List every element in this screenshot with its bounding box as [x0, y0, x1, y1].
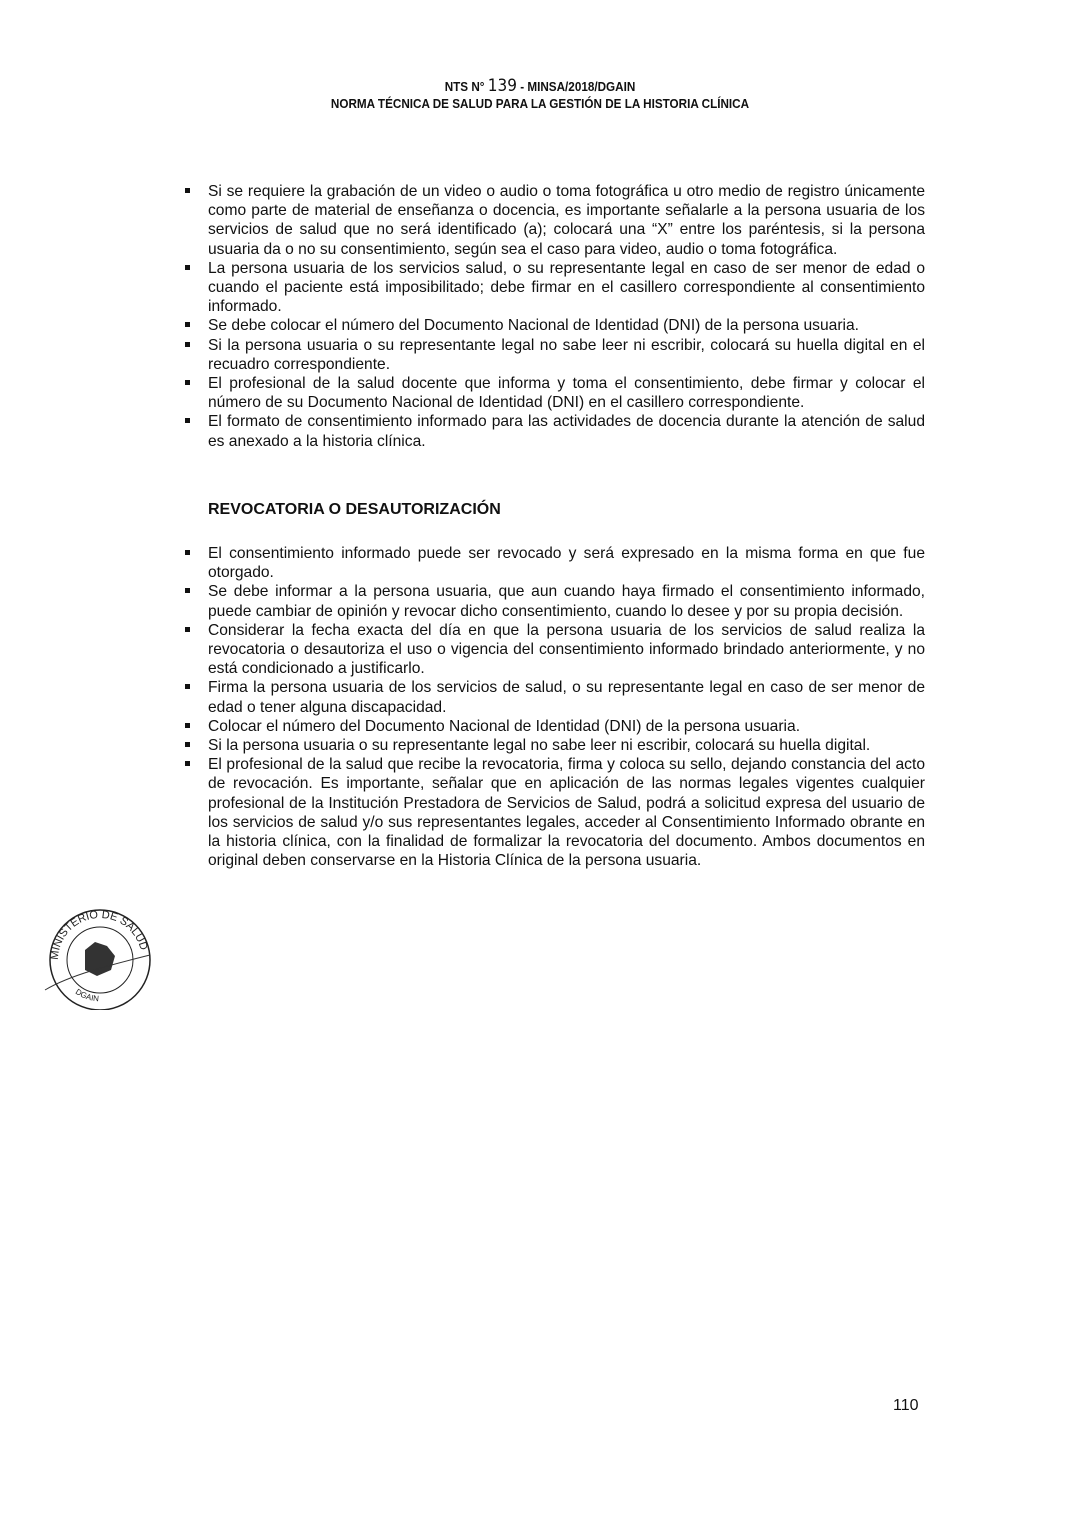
list-item: Colocar el número del Documento Nacional de Identidad (DNI) de la persona usuaria. — [208, 717, 925, 736]
list-item: La persona usuaria de los servicios salud, o su representante legal en caso de ser menor de edad o cuando el paciente está imposibilitado; debe firmar en el casillero correspondiente al consentimiento informado. — [208, 259, 925, 316]
ministry-seal-stamp — [40, 905, 155, 1015]
list-item: Si se requiere la grabación de un video o audio o toma fotográfica u otro medio de registro únicamente como parte de material de enseñanza o docencia, es importante señalarle a la persona usuaria de los servicios de salud que no será identificado (a); colocará una “X” entre los paréntesis, si la persona usuaria da o no su consentimiento, según sea el caso para video, audio o toma fotográfica. — [208, 183, 925, 258]
list-item: Si la persona usuaria o su representante legal no sabe leer ni escribir, colocará su huella digital. — [208, 736, 925, 755]
list-item: El profesional de la salud que recibe la revocatoria, firma y coloca su sello, dejando constancia del acto de revocación. Es importante, señalar que en aplicación de las normas legales vigentes cualquier profesional de la Institución Prestadora de Servicios de Salud, podrá a solicitud expresa del usuario de los servicios de salud y/o sus representantes legales, acceder al Consentimiento Informado obrante en la historia clínica, con la finalidad de formalizar la revocatoria del documento. Ambos documentos en original deben conservarse en la Historia Clínica de la persona usuaria. — [208, 756, 925, 870]
document-header — [54, 78, 1026, 112]
list-item: El profesional de la salud docente que informa y toma el consentimiento, debe firmar y colocar el número de su Documento Nacional de Identidad (DNI) en el casillero correspondiente. — [208, 375, 925, 412]
section-heading: REVOCATORIA O DESAUTORIZACIÓN — [208, 501, 501, 518]
list-item: Se debe colocar el número del Documento Nacional de Identidad (DNI) de la persona usuaria. — [208, 316, 925, 335]
list-item: El consentimiento informado puede ser revocado y será expresado en la misma forma en que fue otorgado. — [208, 545, 925, 582]
header-title: NORMA TÉCNICA DE SALUD PARA LA GESTIÓN DE LA HISTORIA CLÍNICA — [330, 96, 750, 111]
list-item: Considerar la fecha exacta del día en que la persona usuaria de los servicios de salud realiza la revocatoria o desautoriza el uso o vigencia del consentimiento informado brindado anteriormente, y no está condicionado a justificarlo. — [208, 621, 925, 678]
list-item: Se debe informar a la persona usuaria, que aun cuando haya firmado el consentimiento informado, puede cambiar de opinión y revocar dicho consentimiento, cuando lo desee y por su propia decisión. — [208, 583, 925, 620]
list-item: Firma la persona usuaria de los servicios de salud, o su representante legal en caso de ser menor de edad o tener alguna discapacidad. — [208, 679, 925, 716]
consent-instructions-list — [208, 182, 925, 451]
norm-code: - MINSA/2018/DGAIN — [520, 79, 636, 94]
revocation-list — [208, 544, 925, 870]
header-line-1 — [54, 78, 1026, 95]
page-number: 110 — [893, 1397, 919, 1414]
list-item: El formato de consentimiento informado para las actividades de docencia durante la atención de salud es anexado a la historia clínica. — [208, 413, 925, 450]
svg-text:MINISTERIO DE SALUD: MINISTERIO DE SALUD — [48, 908, 150, 961]
handwritten-number: 139 — [487, 76, 517, 96]
list-item: Si la persona usuaria o su representante legal no sabe leer ni escribir, colocará su huella digital en el recuadro correspondiente. — [208, 336, 925, 373]
norm-prefix: NTS N° — [444, 79, 485, 94]
svg-text:DGAIN: DGAIN — [73, 987, 100, 1004]
